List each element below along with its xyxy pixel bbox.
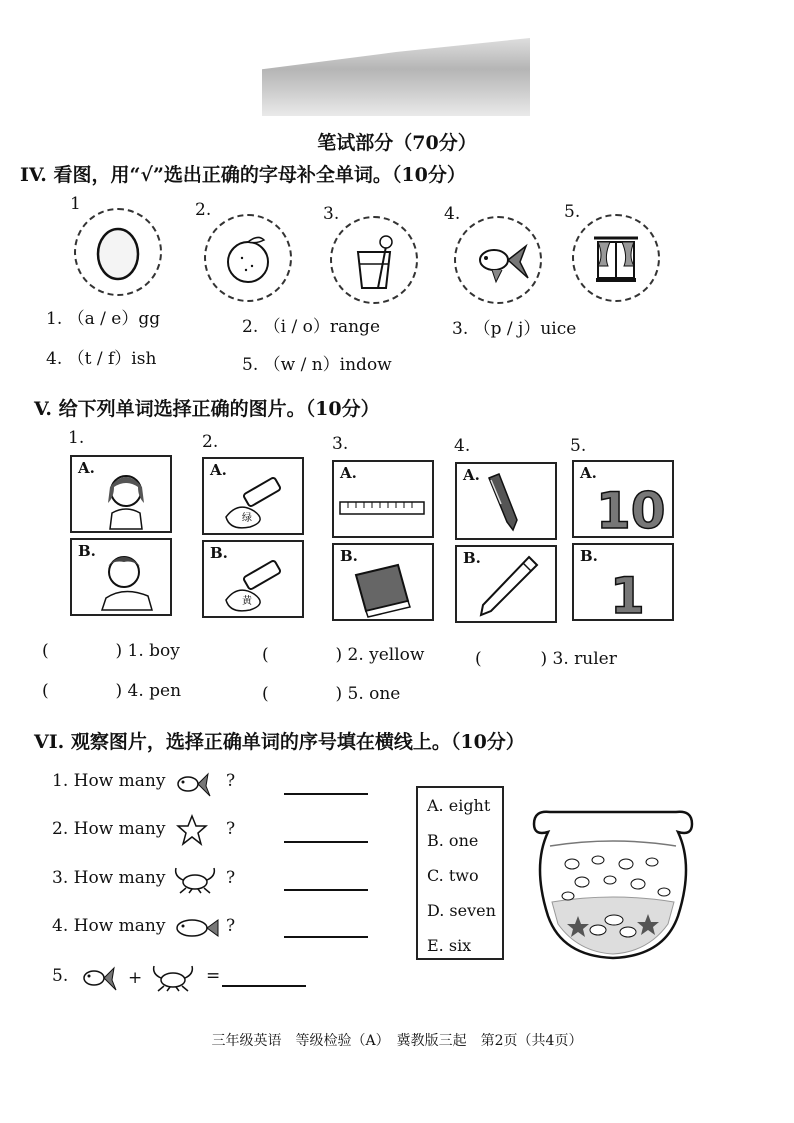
word-option-c: C. two <box>427 866 479 885</box>
sec4-item-2 <box>242 312 380 337</box>
sec6-answer-blank-4[interactable] <box>284 935 368 938</box>
pic-number-4: 4. <box>444 204 461 224</box>
sec5-g1-option-a[interactable] <box>70 455 172 533</box>
paint-label: 绿 <box>242 513 252 524</box>
question-mark: ? <box>226 868 236 888</box>
pic-number-2: 2. <box>195 200 212 220</box>
sec5-group-4-num: 4. <box>454 436 471 456</box>
fish-icon <box>170 914 220 942</box>
option-letter: A. <box>463 466 480 484</box>
answer-word: 3. ruler <box>552 649 617 669</box>
paren-open: ( <box>475 649 482 669</box>
sec5-g2-option-a[interactable] <box>202 457 304 535</box>
orange-icon <box>206 216 290 300</box>
option-letter: B. <box>463 549 481 567</box>
sec4-item-3-num: 3. <box>452 319 469 339</box>
sec4-item-2-text[interactable]: （i / o）range <box>263 317 381 337</box>
orange-picture <box>204 214 292 302</box>
sec5-group-2-num: 2. <box>202 432 219 452</box>
sec5-answer-3 <box>475 649 617 669</box>
window-icon <box>574 216 658 300</box>
sec5-answer-2 <box>262 645 424 665</box>
number-label: 1 <box>610 567 645 619</box>
answer-word: 1. boy <box>127 641 180 661</box>
option-letter: A. <box>580 464 597 482</box>
sec6-question-2: 2. How many <box>52 819 166 839</box>
option-letter: A. <box>78 459 95 477</box>
pic-number-3: 3. <box>323 204 340 224</box>
question-mark: ? <box>226 916 236 936</box>
juice-picture <box>330 216 418 304</box>
sec6-answer-blank-3[interactable] <box>284 888 368 891</box>
window-picture <box>572 214 660 302</box>
option-letter: B. <box>580 547 598 565</box>
paren-close: ) <box>115 681 123 701</box>
sec4-item-5-text[interactable]: （w / n）indow <box>263 355 392 375</box>
paren-open: ( <box>42 681 49 701</box>
sec6-q5-num: 5. <box>52 966 69 986</box>
sec5-g3-option-a[interactable] <box>332 460 434 538</box>
sec5-group-3-num: 3. <box>332 434 349 454</box>
pic-number-1: 1 <box>70 194 81 214</box>
fishbowl-icon <box>528 806 698 962</box>
word-option-e: E. six <box>427 936 472 955</box>
goldfish-icon <box>78 958 118 992</box>
plus-sign: + <box>128 968 143 988</box>
sec4-item-5 <box>242 350 392 375</box>
word-option-d: D. seven <box>427 901 496 920</box>
scan-smear <box>262 38 530 116</box>
equals-sign: = <box>206 966 221 986</box>
sec5-answer-1 <box>42 641 180 661</box>
option-letter: B. <box>340 547 358 565</box>
question-mark: ? <box>226 771 236 791</box>
option-letter: B. <box>78 542 96 560</box>
sec5-g1-option-b[interactable] <box>70 538 172 616</box>
answer-word: 5. one <box>347 684 401 704</box>
paren-open: ( <box>262 645 269 665</box>
number-label: 10 <box>596 482 666 536</box>
word-option-b: B. one <box>427 831 479 850</box>
sec6-question-3: 3. How many <box>52 868 166 888</box>
sec4-item-4 <box>46 344 156 369</box>
sec5-g4-option-b[interactable] <box>455 545 557 623</box>
sec5-answer-5 <box>262 684 400 704</box>
sec4-item-3 <box>452 314 576 339</box>
question-mark: ? <box>226 819 236 839</box>
starfish-icon <box>176 814 208 846</box>
section-5-heading: V. 给下列单词选择正确的图片。（10分） <box>34 398 380 420</box>
option-letter: B. <box>210 544 228 562</box>
goldfish-icon <box>172 764 212 798</box>
option-letter: A. <box>340 464 357 482</box>
sec4-item-1-text[interactable]: （a / e）gg <box>67 309 161 329</box>
goldfish-icon <box>456 218 540 302</box>
egg-picture <box>74 208 162 296</box>
paren-close: ) <box>115 641 123 661</box>
answer-word: 4. pen <box>127 681 182 701</box>
sec4-item-5-num: 5. <box>242 355 259 375</box>
sec6-question-1: 1. How many <box>52 771 166 791</box>
sec5-group-1-num: 1. <box>68 428 85 448</box>
sec4-item-3-text[interactable]: （p / j）uice <box>473 319 577 339</box>
answer-word: 2. yellow <box>347 645 425 665</box>
section-4-heading: IV. 看图，用“√”选出正确的字母补全单词。（10分） <box>20 164 466 186</box>
pic-number-5: 5. <box>564 202 581 222</box>
egg-icon <box>76 210 160 294</box>
option-letter: A. <box>210 461 227 479</box>
sec4-item-2-num: 2. <box>242 317 259 337</box>
word-options-box <box>416 786 504 960</box>
goldfish-picture <box>454 216 542 304</box>
sec6-answer-blank-2[interactable] <box>284 840 368 843</box>
sec5-g5-option-b[interactable] <box>572 543 674 621</box>
paren-open: ( <box>42 641 49 661</box>
juice-icon <box>332 218 416 302</box>
crab-icon <box>170 864 220 894</box>
paren-close: ) <box>335 684 343 704</box>
sec5-answer-4 <box>42 681 181 701</box>
sec6-answer-blank-5[interactable] <box>222 984 306 987</box>
sec4-item-4-num: 4. <box>46 349 63 369</box>
sec6-answer-blank-1[interactable] <box>284 792 368 795</box>
sec5-group-5-num: 5. <box>570 436 587 456</box>
word-option-a: A. eight <box>427 796 491 815</box>
sec4-item-1 <box>46 304 160 329</box>
paren-open: ( <box>262 684 269 704</box>
sec6-question-4: 4. How many <box>52 916 166 936</box>
sec5-g2-option-b[interactable] <box>202 540 304 618</box>
sec5-g3-option-b[interactable] <box>332 543 434 621</box>
crab-icon <box>148 962 198 992</box>
paint-label: 黄 <box>242 596 252 607</box>
paren-close: ) <box>540 649 548 669</box>
section-6-heading: VI. 观察图片，选择正确单词的序号填在横线上。（10分） <box>34 731 525 753</box>
page-footer: 三年级英语 等级检验（A） 冀教版三起 第2页（共4页） <box>211 1033 583 1049</box>
sec5-g4-option-a[interactable] <box>455 462 557 540</box>
sec5-g5-option-a[interactable] <box>572 460 674 538</box>
paren-close: ) <box>335 645 343 665</box>
sec4-item-1-num: 1. <box>46 309 63 329</box>
sec4-item-4-text[interactable]: （t / f）ish <box>67 349 157 369</box>
page-title: 笔试部分（70分） <box>317 132 477 154</box>
